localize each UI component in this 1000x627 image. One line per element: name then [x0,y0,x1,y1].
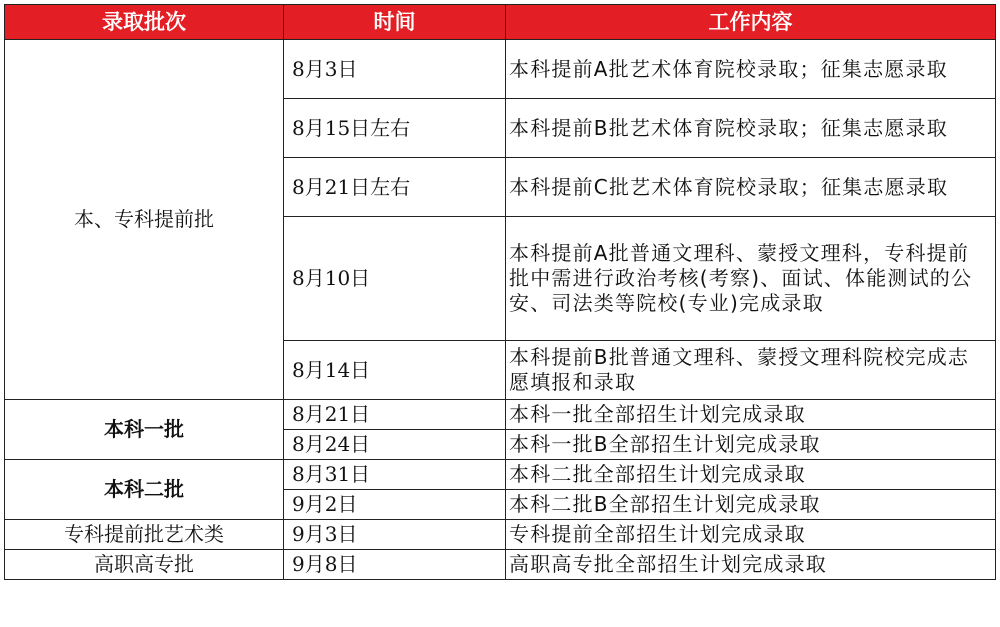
work-cell: 专科提前全部招生计划完成录取 [506,520,996,550]
header-work: 工作内容 [506,5,996,40]
time-cell: 8月14日 [284,341,506,400]
header-batch: 录取批次 [5,5,284,40]
header-row [5,5,996,40]
time-cell: 8月21日左右 [284,158,506,217]
table-row [5,520,996,550]
table-row [5,40,996,99]
batch-cell: 专科提前批艺术类 [5,520,284,550]
time-cell: 9月2日 [284,490,506,520]
table-row [5,460,996,490]
time-cell: 8月10日 [284,217,506,341]
work-cell: 本科一批全部招生计划完成录取 [506,400,996,430]
work-cell: 本科二批全部招生计划完成录取 [506,460,996,490]
time-cell: 8月31日 [284,460,506,490]
batch-cell: 本科二批 [5,460,284,520]
time-cell: 9月8日 [284,550,506,580]
time-cell: 8月3日 [284,40,506,99]
table-row [5,550,996,580]
work-cell: 本科二批B全部招生计划完成录取 [506,490,996,520]
work-cell: 本科提前B批艺术体育院校录取；征集志愿录取 [506,99,996,158]
batch-cell: 本科一批 [5,400,284,460]
work-cell: 本科提前A批艺术体育院校录取；征集志愿录取 [506,40,996,99]
header-time: 时间 [284,5,506,40]
batch-cell: 高职高专批 [5,550,284,580]
table-row [5,400,996,430]
time-cell: 8月24日 [284,430,506,460]
time-cell: 8月21日 [284,400,506,430]
batch-cell: 本、专科提前批 [5,40,284,400]
work-cell: 高职高专批全部招生计划完成录取 [506,550,996,580]
work-cell: 本科一批B全部招生计划完成录取 [506,430,996,460]
admission-schedule-table [4,4,996,580]
time-cell: 8月15日左右 [284,99,506,158]
time-cell: 9月3日 [284,520,506,550]
work-cell: 本科提前B批普通文理科、蒙授文理科院校完成志愿填报和录取 [506,341,996,400]
work-cell: 本科提前A批普通文理科、蒙授文理科，专科提前批中需进行政治考核(考察)、面试、体能测试的公安、司法类等院校(专业)完成录取 [506,217,996,341]
work-cell: 本科提前C批艺术体育院校录取；征集志愿录取 [506,158,996,217]
